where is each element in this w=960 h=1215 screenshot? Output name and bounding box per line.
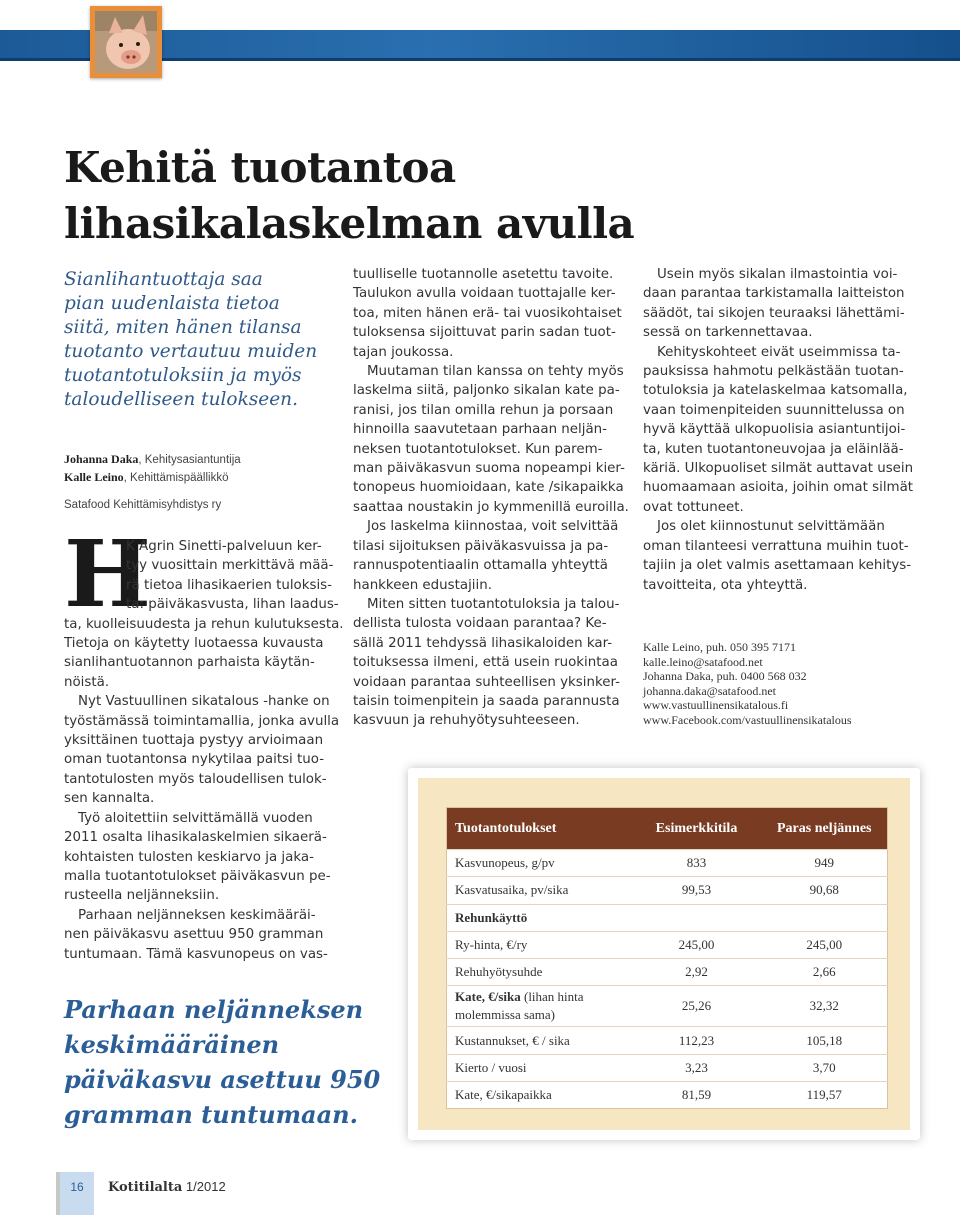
contact-facebook-link[interactable]: www.Facebook.com/vastuullinensikatalous <box>643 712 852 727</box>
body-line: tuulliselle tuotannolle asetettu tavoite. <box>353 267 614 282</box>
body-line: malla tuotantotulokset päiväkasvun pe- <box>64 868 331 884</box>
body-line: tonopeus huomioidaan, kate /sikapaikka <box>353 480 624 496</box>
contact-line: Kalle Leino, puh. 050 395 7171 <box>643 640 796 654</box>
row-label: Kasvunopeus, g/pv <box>447 850 632 877</box>
body-line: nöistä. <box>64 674 110 690</box>
body-column-2 <box>353 265 629 731</box>
body-line: Parhaan neljänneksen keskimääräi- <box>78 907 316 923</box>
cell-best-quarter: 949 <box>762 850 888 877</box>
author-line <box>64 469 336 487</box>
body-line: Jos laskelma kiinnostaa, voit selvittää <box>367 519 619 535</box>
body-line: Työ aloitettiin selvittämällä vuoden <box>78 810 313 826</box>
body-line: tajan joukossa. <box>353 344 454 360</box>
pull-quote-line: keskimääräinen <box>64 1030 280 1059</box>
headline-line: lihasikalaskelman avulla <box>64 199 635 248</box>
contact-email[interactable]: johanna.daka@satafood.net <box>643 683 777 698</box>
body-line: saattaa noustakin jo kymmenillä euroilla. <box>353 499 629 515</box>
lead-paragraph <box>64 268 336 412</box>
row-label <box>447 986 632 1027</box>
table-row <box>447 986 888 1027</box>
body-line: käriä. Ulkopuoliset silmät auttavat usein <box>643 461 914 477</box>
cell-best-quarter <box>762 904 888 931</box>
row-label: Kate, €/sikapaikka <box>447 1082 632 1109</box>
cell-example-farm: 2,92 <box>632 959 762 986</box>
body-line: man päiväkasvun suoma nopeampi kier- <box>353 461 625 477</box>
author-line <box>64 451 336 469</box>
column-header: Tuotantotulokset <box>447 808 632 850</box>
body-line: 2011 osalta lihasikalaskelmien sikaerä- <box>64 830 327 846</box>
table-row <box>447 904 888 931</box>
pull-quote-line: päiväkasvu asettuu 950 <box>64 1065 381 1094</box>
table-row <box>447 959 888 986</box>
body-line: tuloksensa sijoittuvat parin sadan tuot- <box>353 325 616 341</box>
body-line: sen kannalta. <box>64 791 155 807</box>
table-row <box>447 877 888 904</box>
body-line: Nyt Vastuullinen sikatalous -hanke on <box>78 694 330 710</box>
lead-line: pian uudenlaista tietoa <box>64 293 280 314</box>
body-line: pauksissa hahmotu pelkästään tuotan- <box>643 364 904 380</box>
body-line: hyvä käyttää ulkopuolisia asiantuntijoi- <box>643 422 906 438</box>
body-line: kasvuun ja rehuhyötysuhteeseen. <box>353 713 580 729</box>
body-line: sianlihantuotannon parhaista käytän- <box>64 655 315 671</box>
body-line: Usein myös sikalan ilmastointia voi- <box>657 267 898 282</box>
body-line: voidaan parantaa suhteellisen yksinker- <box>353 674 620 690</box>
body-line: sessä on tarkennettavaa. <box>643 325 813 341</box>
row-label-rest: (lihan hinta <box>520 989 584 1005</box>
production-results-table <box>446 807 888 1109</box>
body-line: rannuspotentiaalin ottamalla yhteyttä <box>353 558 608 574</box>
body-column-3 <box>643 265 915 595</box>
page-number: 16 <box>60 1172 94 1215</box>
body-line: dellista tulosta voidaan parantaa? Ke- <box>353 616 607 632</box>
body-line: Kehityskohteet eivät useimmissa ta- <box>657 344 901 360</box>
cell-example-farm: 112,23 <box>632 1027 762 1054</box>
lead-line: siitä, miten hänen tilansa <box>64 317 302 338</box>
author-organization: Satafood Kehittämisyhdistys ry <box>64 499 222 511</box>
table-row <box>447 1082 888 1109</box>
author-role: , Kehittämispäällikkö <box>123 472 229 484</box>
headline-line: Kehitä tuotantoa <box>64 143 456 192</box>
lead-line: taloudelliseen tulokseen. <box>64 389 298 410</box>
body-line: hankkeen edustajiin. <box>353 577 492 593</box>
table-row <box>447 850 888 877</box>
body-line: neksen tuotantotulokset. Kun parem- <box>353 441 603 457</box>
body-line: daan parantaa tarkistamalla laitteiston <box>643 286 905 302</box>
row-label: Kierto / vuosi <box>447 1054 632 1081</box>
body-line: toituksessa ilmeni, että usein ruokintaa <box>353 655 618 671</box>
pig-photo-icon <box>95 11 157 73</box>
table-row <box>447 1027 888 1054</box>
body-line: vaan toimenpiteiden suunnittelussa on <box>643 402 905 418</box>
body-line: laskelma siitä, paljonko sikalan kate pa- <box>353 383 620 399</box>
body-line: ovat tottuneet. <box>643 499 744 515</box>
row-label: Kustannukset, € / sika <box>447 1027 632 1054</box>
body-line: Jos olet kiinnostunut selvittämään <box>657 519 885 535</box>
body-line: ranisi, jos tilan omilla rehun ja porsaan <box>353 402 614 418</box>
table-row <box>447 931 888 958</box>
body-line: Miten sitten tuotantotuloksia ja talou- <box>367 596 620 612</box>
byline <box>64 451 336 514</box>
column-header: Paras neljännes <box>762 808 888 850</box>
pull-quote-line: Parhaan neljänneksen <box>64 995 364 1024</box>
cell-best-quarter: 3,70 <box>762 1054 888 1081</box>
lead-line: tuotanto vertautuu muiden <box>64 341 318 362</box>
body-line: hinnoilla saavutetaan parhaan neljän- <box>353 422 607 438</box>
body-line: sällä 2011 tehdyssä lihasikaloiden kar- <box>353 635 613 651</box>
cell-example-farm: 833 <box>632 850 762 877</box>
body-line: tyy vuosittain merkittävä mää- <box>126 558 334 574</box>
body-line: taisin toimenpitein ja saada parannusta <box>353 693 620 709</box>
lead-line: Sianlihantuottaja saa <box>64 269 263 290</box>
cell-best-quarter: 245,00 <box>762 931 888 958</box>
body-line: ta, kuolleisuudesta ja rehun kulutuksesta. <box>64 616 344 632</box>
table-row <box>447 1054 888 1081</box>
pull-quote-line: gramman tuntumaan. <box>64 1100 358 1129</box>
body-line: ta: päiväkasvusta, lihan laadus- <box>126 597 339 613</box>
lead-line: tuotantotuloksiin ja myös <box>64 365 302 386</box>
row-label: Ry-hinta, €/ry <box>447 931 632 958</box>
table-header-row <box>447 808 888 850</box>
body-line: Taulukon avulla voidaan tuottajalle ker- <box>353 286 616 302</box>
column-header: Esimerkkitila <box>632 808 762 850</box>
body-line: nen päiväkasvu asettuu 950 gramman <box>64 927 324 943</box>
body-line: rusteella neljänneksiin. <box>64 888 220 904</box>
cell-best-quarter: 90,68 <box>762 877 888 904</box>
contact-info <box>643 640 943 728</box>
author-name: Johanna Daka <box>64 452 139 466</box>
cell-example-farm: 81,59 <box>632 1082 762 1109</box>
body-line: tantotulosten myös taloudellisen tulok- <box>64 771 327 787</box>
row-label-bold: Kate, €/sika <box>455 989 521 1005</box>
contact-website-link[interactable]: www.vastuullinensikatalous.fi <box>643 698 789 713</box>
body-column-1 <box>64 537 344 964</box>
body-line: työstämässä toimintamallia, jonka avulla <box>64 713 340 729</box>
pig-photo-frame <box>90 6 162 78</box>
cell-example-farm: 99,53 <box>632 877 762 904</box>
row-label: Rehuhyötysuhde <box>447 959 632 986</box>
cell-example-farm: 245,00 <box>632 931 762 958</box>
body-line: yksittäinen tuottaja pystyy arvioimaan <box>64 733 324 749</box>
magazine-title: Kotitilalta <box>108 1180 183 1195</box>
row-label: Kasvatusaika, pv/sika <box>447 877 632 904</box>
cell-best-quarter: 119,57 <box>762 1082 888 1109</box>
magazine-name <box>108 1179 226 1195</box>
body-line: oman tilanteesi verrattuna muihin tuot- <box>643 538 909 554</box>
article-headline <box>64 140 704 252</box>
body-line: tavoitteita, ota yhteyttä. <box>643 577 808 593</box>
body-line: Muutaman tilan kanssa on tehty myös <box>367 364 624 380</box>
body-line: toa, miten hänen erä- tai vuosikohtaiset <box>353 305 622 321</box>
row-section-label: Rehunkäyttö <box>447 904 632 931</box>
body-line: K Agrin Sinetti-palveluun ker- <box>126 539 322 554</box>
body-line: ta, kuten tuotantoneuvojaa ja eläinlää- <box>643 441 904 457</box>
body-line: tajiin ja olet valmis asettamaan kehitys- <box>643 558 912 574</box>
body-line: Tietoja on käytetty luotaessa kuvausta <box>64 636 324 652</box>
author-name: Kalle Leino <box>64 470 124 484</box>
contact-email[interactable]: kalle.leino@satafood.net <box>643 654 763 669</box>
magazine-issue: 1/2012 <box>182 1179 226 1194</box>
cell-example-farm <box>632 904 762 931</box>
author-role: , Kehitysasiantuntija <box>138 454 241 466</box>
cell-best-quarter: 32,32 <box>762 986 888 1027</box>
row-label-line2: molemmissa sama) <box>455 1007 556 1023</box>
cell-example-farm: 3,23 <box>632 1054 762 1081</box>
cell-best-quarter: 2,66 <box>762 959 888 986</box>
cell-best-quarter: 105,18 <box>762 1027 888 1054</box>
contact-line: Johanna Daka, puh. 0400 568 032 <box>643 669 807 684</box>
body-line: kohtaisten tulosten keskiarvo ja jaka- <box>64 849 314 865</box>
body-line: huomaamaan asioita, joihin omat silmät <box>643 480 914 496</box>
body-line: säädöt, tai sikojen teuraaksi lähettämi- <box>643 305 905 321</box>
body-line: tuntumaan. Tämä kasvunopeus on vas- <box>64 946 328 962</box>
drop-cap: H <box>64 520 151 628</box>
pull-quote <box>64 992 404 1132</box>
body-line: rä tietoa lihasikaerien tuloksis- <box>126 577 332 593</box>
body-line: totuloksia ja katelaskelmaa katsomalla, <box>643 383 908 399</box>
body-line: oman tuotantonsa nykytilaa paitsi tuo- <box>64 752 325 768</box>
body-line: tilasi sijoituksen päiväkasvuissa ja pa- <box>353 538 609 554</box>
cell-example-farm: 25,26 <box>632 986 762 1027</box>
